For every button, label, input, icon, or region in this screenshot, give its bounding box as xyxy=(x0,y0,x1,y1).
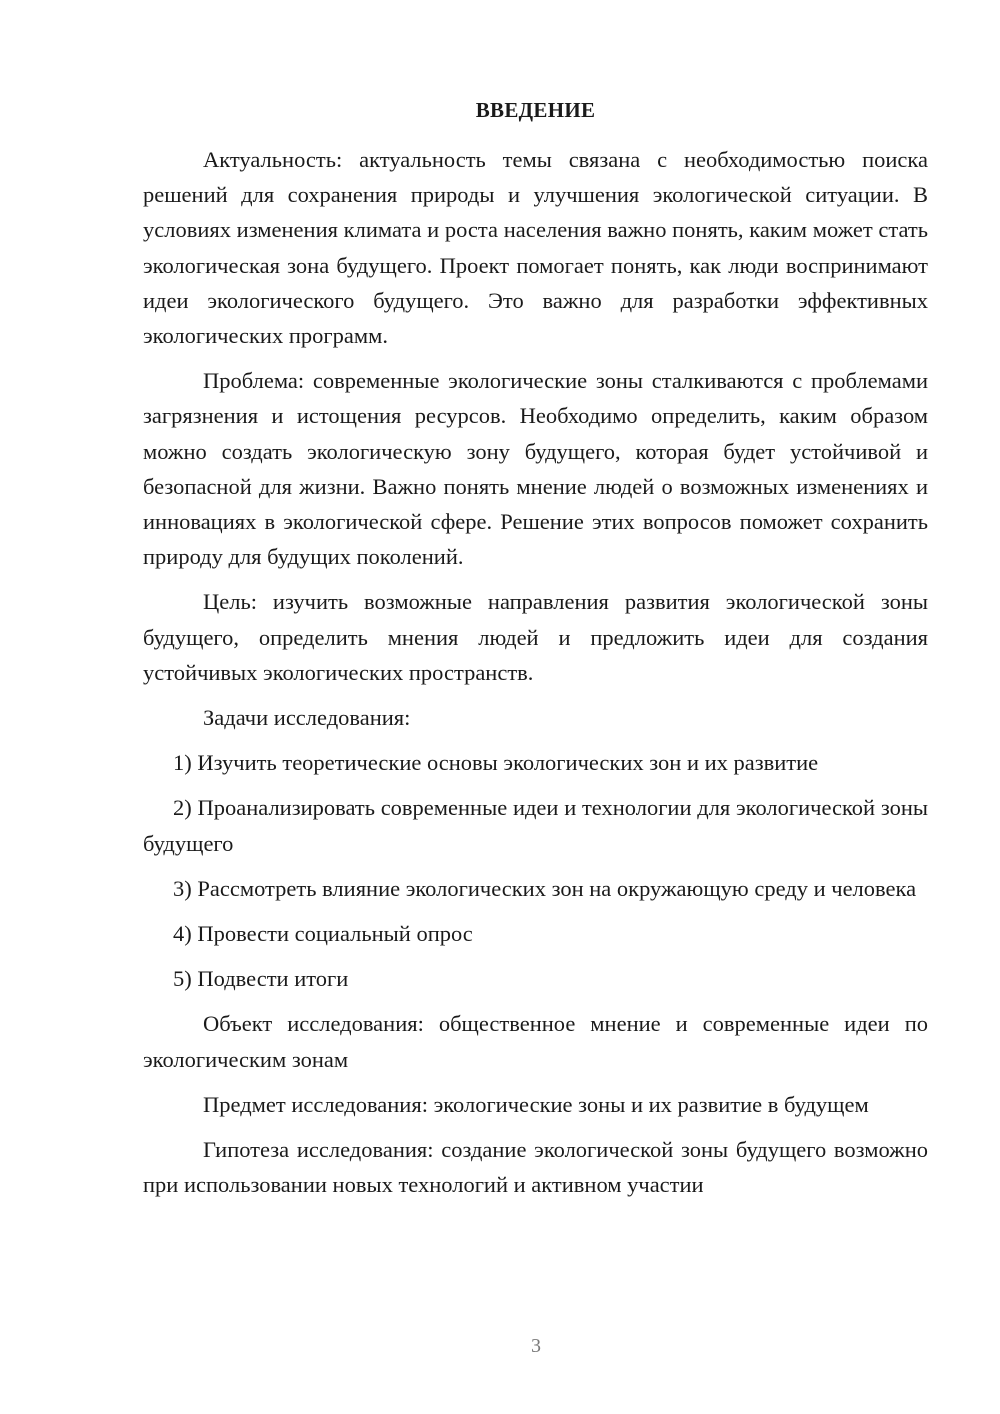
paragraph-problem: Проблема: современные экологические зоны сталкиваются с проблемами загрязнения и истощения ресурсов. Необходимо определить, каким образом можно создать экологическую зону будущего, которая будет устойчивой и безопасной для жизни. Важно понять мнение людей о возможных изменениях и инновациях в экологической сфере. Решение этих вопросов поможет сохранить природу для будущих поколений. xyxy=(143,368,928,570)
page-number: 3 xyxy=(531,1335,541,1357)
task-item-4: 4) Провести социальный опрос xyxy=(173,921,473,947)
paragraph-goal: Цель: изучить возможные направления развития экологической зоны будущего, определить мнения людей и предложить идеи для создания устойчивых экологических пространств. xyxy=(143,589,928,685)
task-item-3: 3) Рассмотреть влияние экологических зон на окружающую среду и человека xyxy=(173,875,917,901)
task-item-2: 2) Проанализировать современные идеи и технологии для экологической зоны будущего xyxy=(143,795,928,856)
tasks-heading: Задачи исследования: xyxy=(203,705,411,731)
paragraph-object: Объект исследования: общественное мнение и современные идеи по экологическим зонам xyxy=(143,1011,928,1072)
task-item-5: 5) Подвести итоги xyxy=(173,966,349,992)
paragraph-subject: Предмет исследования: экологические зоны и их развитие в будущем xyxy=(203,1091,869,1117)
section-heading: ВВЕДЕНИЕ xyxy=(475,98,596,122)
task-item-1: 1) Изучить теоретические основы экологических зон и их развитие xyxy=(173,750,819,776)
section-body xyxy=(143,142,928,1212)
paragraph-hypothesis: Гипотеза исследования: создание экологической зоны будущего возможно при использовании новых технологий и активном участии xyxy=(143,1137,928,1198)
paragraph-relevance: Актуальность: актуальность темы связана с необходимостью поиска решений для сохранения природы и улучшения экологической ситуации. В условиях изменения климата и роста населения важно понять, каким может стать экологическая зона будущего. Проект помогает понять, как люди воспринимают идеи экологического будущего. Это важно для разработки эффективных экологических программ. xyxy=(143,147,928,349)
